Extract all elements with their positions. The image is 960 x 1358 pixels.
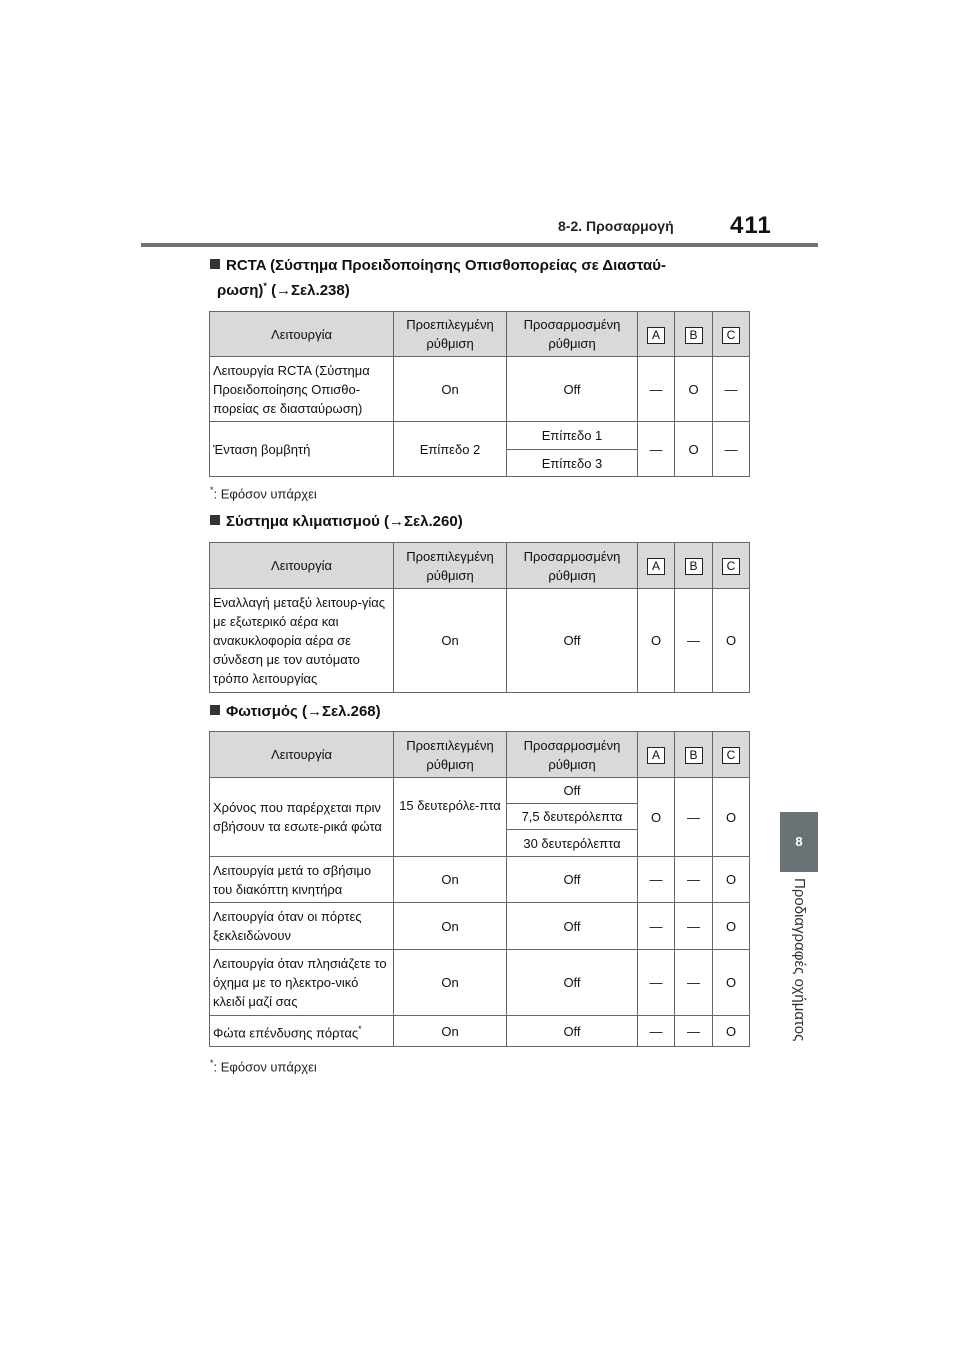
col-b: B (675, 312, 713, 357)
table-row: Λειτουργία όταν πλησιάζετε το όχημα με το ηλεκτρο-νικό κλειδί μαζί σας On Off — — O (210, 950, 750, 1016)
rcta-heading-cont: ρωση)* (→Σελ.238) (217, 281, 350, 299)
table-row: Επίπεδο 3 (210, 450, 750, 477)
table-row: Λειτουργία RCTA (Σύστημα Προειδοποίησης Οπισθο-πορείας σε διασταύρωση) On Off — O — (210, 357, 750, 422)
lighting-footnote: *: Εφόσον υπάρχει (210, 1058, 317, 1075)
bullet-square-icon (210, 259, 220, 269)
col-a: A (638, 312, 675, 357)
col-custom: Προσαρμοσμένη ρύθμιση (507, 312, 638, 357)
table-row: Λειτουργία όταν οι πόρτες ξεκλειδώνουν On Off — — O (210, 903, 750, 950)
col-c: C (713, 312, 750, 357)
table-row: Εναλλαγή μεταξύ λειτουρ-γίας με εξωτερικό αέρα και ανακυκλοφορία αέρα σε σύνδεση με τον αυτόματο τρόπο λειτουργίας On Off O — O (210, 589, 750, 693)
table-header-row: Λειτουργία Προεπιλεγμένη ρύθμιση Προσαρμοσμένη ρύθμιση A B C (210, 543, 750, 589)
table-row: Ένταση βομβητή Επίπεδο 2 Επίπεδο 1 — O — (210, 422, 750, 450)
rcta-table (209, 311, 750, 477)
table-row: 30 δευτερόλεπτα (210, 830, 750, 857)
chapter-title: Προδιαγραφές οχήματος (791, 878, 808, 1042)
lighting-table (209, 731, 750, 1047)
bullet-square-icon (210, 515, 220, 525)
rcta-footnote: *: Εφόσον υπάρχει (210, 485, 317, 502)
page-number: 411 (730, 212, 772, 239)
section-label: 8-2. Προσαρμογή (558, 218, 674, 234)
col-default: Προεπιλεγμένη ρύθμιση (394, 312, 507, 357)
table-header-row: Λειτουργία Προεπιλεγμένη ρύθμιση Προσαρμοσμένη ρύθμιση A B C (210, 732, 750, 778)
table-row: 7,5 δευτερόλεπτα (210, 804, 750, 830)
climate-table (209, 542, 750, 693)
bullet-square-icon (210, 705, 220, 715)
table-row: Λειτουργία μετά το σβήσιμο του διακόπτη κινητήρα On Off — — O (210, 857, 750, 903)
lighting-heading: Φωτισμός (→Σελ.268) (210, 703, 381, 720)
chapter-tab[interactable]: 8 (780, 812, 818, 872)
table-row: Φώτα επένδυσης πόρτας* On Off — — O (210, 1016, 750, 1047)
table-header-row (210, 312, 750, 357)
header-rule (141, 243, 818, 247)
table-row: Χρόνος που παρέρχεται πριν σβήσουν τα εσωτε-ρικά φώτα 15 δευτερόλε-πτα Off O — O (210, 778, 750, 804)
col-function: Λειτουργία (210, 312, 394, 357)
climate-heading: Σύστημα κλιματισμού (→Σελ.260) (210, 513, 463, 530)
rcta-heading: RCTA (Σύστημα Προειδοποίησης Οπισθοπορείας σε Διασταύ- (210, 257, 666, 274)
